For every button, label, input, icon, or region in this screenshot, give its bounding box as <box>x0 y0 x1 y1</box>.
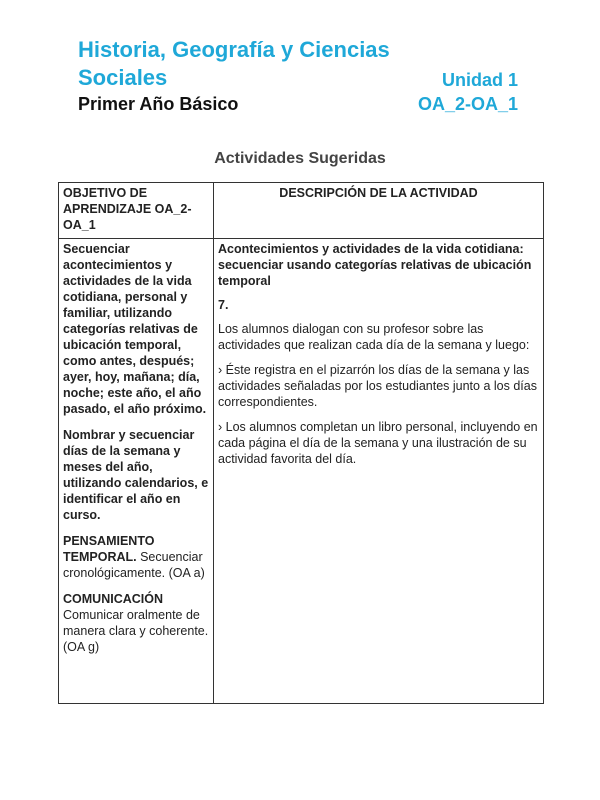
activity-title: Acontecimientos y actividades de la vida cotidiana: secuenciar usando categorías relativas de ubicación temporal <box>218 242 532 288</box>
objective-oa2: Secuenciar acontecimientos y actividades de la vida cotidiana, personal y familiar, utilizando categorías relativas de ubicación temporal, como antes, después; ayer, hoy, mañana; día, noche; este año, el año pasado, el año próximo. <box>63 242 207 416</box>
subject-title-continued: Sociales <box>78 65 168 90</box>
grade-label: Primer Año Básico <box>78 94 239 114</box>
table-header-row <box>59 183 544 239</box>
activity-step-2: › Los alumnos completan un libro personal, incluyendo en cada página el día de la semana y una ilustración de su actividad favorita del día. <box>218 420 538 466</box>
skill-temporal-text: Secuenciar cronológicamente. (OA a) <box>63 550 205 580</box>
skill-communication <box>63 591 209 655</box>
objectives-cell <box>59 239 214 704</box>
subject-title: Historia, Geografía y Ciencias <box>78 37 390 62</box>
skill-communication-label: COMUNICACIÓN <box>63 592 163 606</box>
objective-code: OA_2-OA_1 <box>417 94 518 114</box>
skill-temporal <box>63 533 209 581</box>
section-title: Actividades Sugeridas <box>214 150 386 167</box>
unit-label: Unidad 1 <box>441 70 518 90</box>
activities-table <box>58 182 544 704</box>
document-header <box>78 36 520 115</box>
activity-step-1: › Éste registra en el pizarrón los días de la semana y las actividades señaladas por los estudiantes junto a los días correspondientes. <box>218 363 537 409</box>
activity-number: 7. <box>218 298 229 312</box>
activity-intro: Los alumnos dialogan con su profesor sobre las actividades que realizan cada día de la semana y luego: <box>218 322 530 352</box>
skill-communication-text: Comunicar oralmente de manera clara y coherente. (OA g) <box>63 608 209 654</box>
description-cell <box>214 239 544 704</box>
objective-column-header: OBJETIVO DE APRENDIZAJE OA_2-OA_1 <box>59 183 214 239</box>
skill-temporal-label: PENSAMIENTO TEMPORAL. <box>63 534 155 564</box>
description-column-header: DESCRIPCIÓN DE LA ACTIVIDAD <box>214 183 544 239</box>
objective-oa1: Nombrar y secuenciar días de la semana y meses del año, utilizando calendarios, e identificar el año en curso. <box>63 428 209 522</box>
table-row <box>59 239 544 704</box>
